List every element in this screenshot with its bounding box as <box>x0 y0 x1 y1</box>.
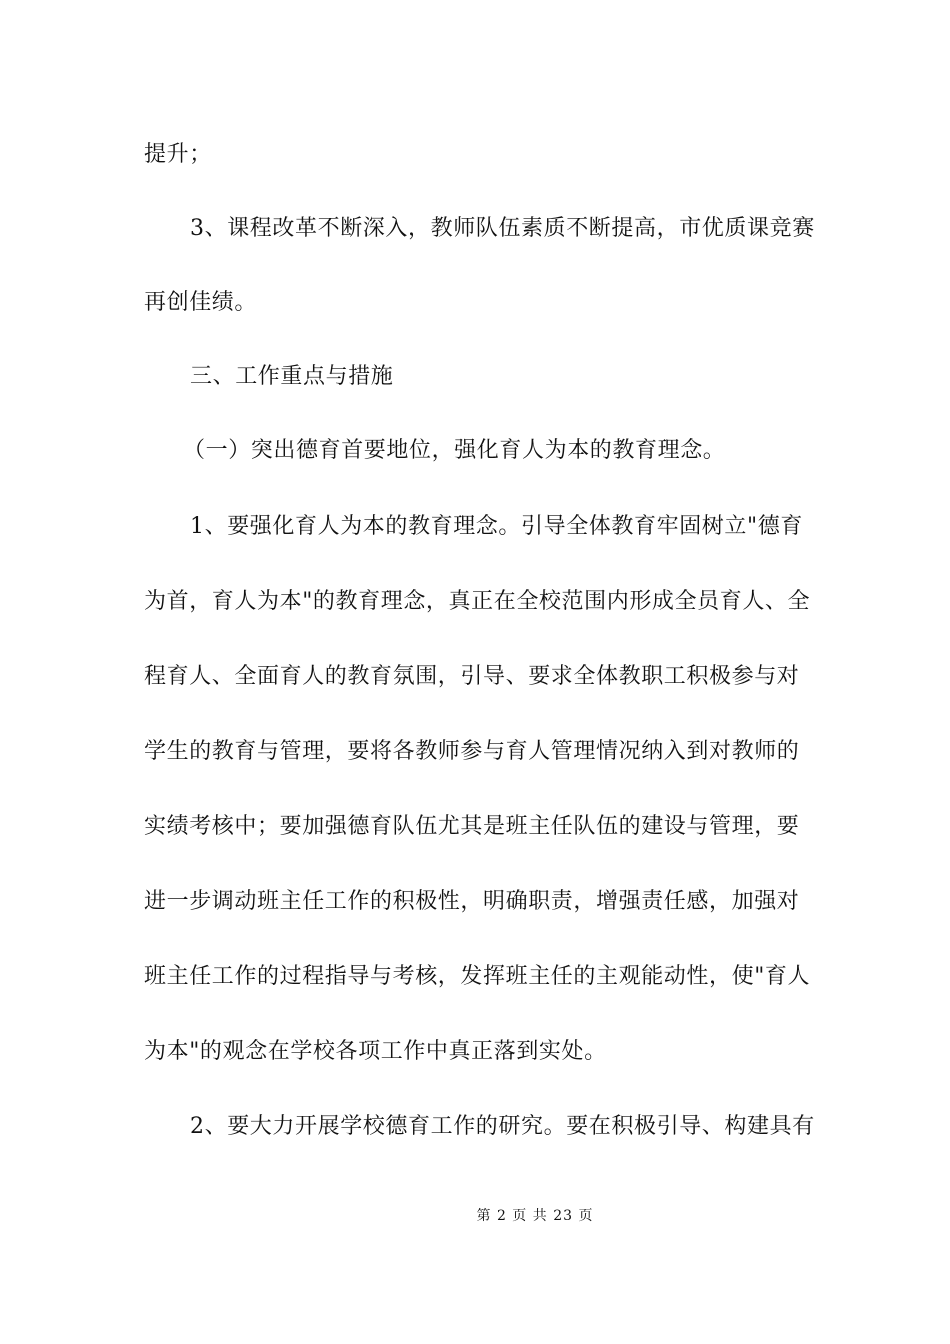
text-line: 2、要大力开展学校德育工作的研究。要在积极引导、构建具有 <box>190 1114 815 1139</box>
section-heading: 三、工作重点与措施 <box>190 364 394 389</box>
text-line: 为首，育人为本"的教育理念，真正在全校范围内形成全员育人、全 <box>144 589 811 614</box>
text-line: 程育人、全面育人的教育氛围，引导、要求全体教职工积极参与对 <box>144 664 800 689</box>
text-line: 进一步调动班主任工作的积极性，明确职责，增强责任感，加强对 <box>144 889 800 914</box>
text-line: 提升； <box>144 142 212 167</box>
text-line: 学生的教育与管理，要将各教师参与育人管理情况纳入到对教师的 <box>144 739 800 764</box>
text-line: 实绩考核中；要加强德育队伍尤其是班主任队伍的建设与管理，要 <box>144 814 800 839</box>
subsection-heading: （一）突出德育首要地位，强化育人为本的教育理念。 <box>183 438 726 463</box>
text-line: 为本"的观念在学校各项工作中真正落到实处。 <box>144 1039 607 1064</box>
page-number: 第 2 页 共 23 页 <box>476 1208 594 1224</box>
text-line: 班主任工作的过程指导与考核，发挥班主任的主观能动性，使"育人 <box>144 964 811 989</box>
text-line: 再创佳绩。 <box>144 290 258 315</box>
text-line: 3、课程改革不断深入，教师队伍素质不断提高，市优质课竞赛 <box>190 216 815 241</box>
text-line: 1、要强化育人为本的教育理念。引导全体教育牢固树立"德育 <box>190 514 803 539</box>
